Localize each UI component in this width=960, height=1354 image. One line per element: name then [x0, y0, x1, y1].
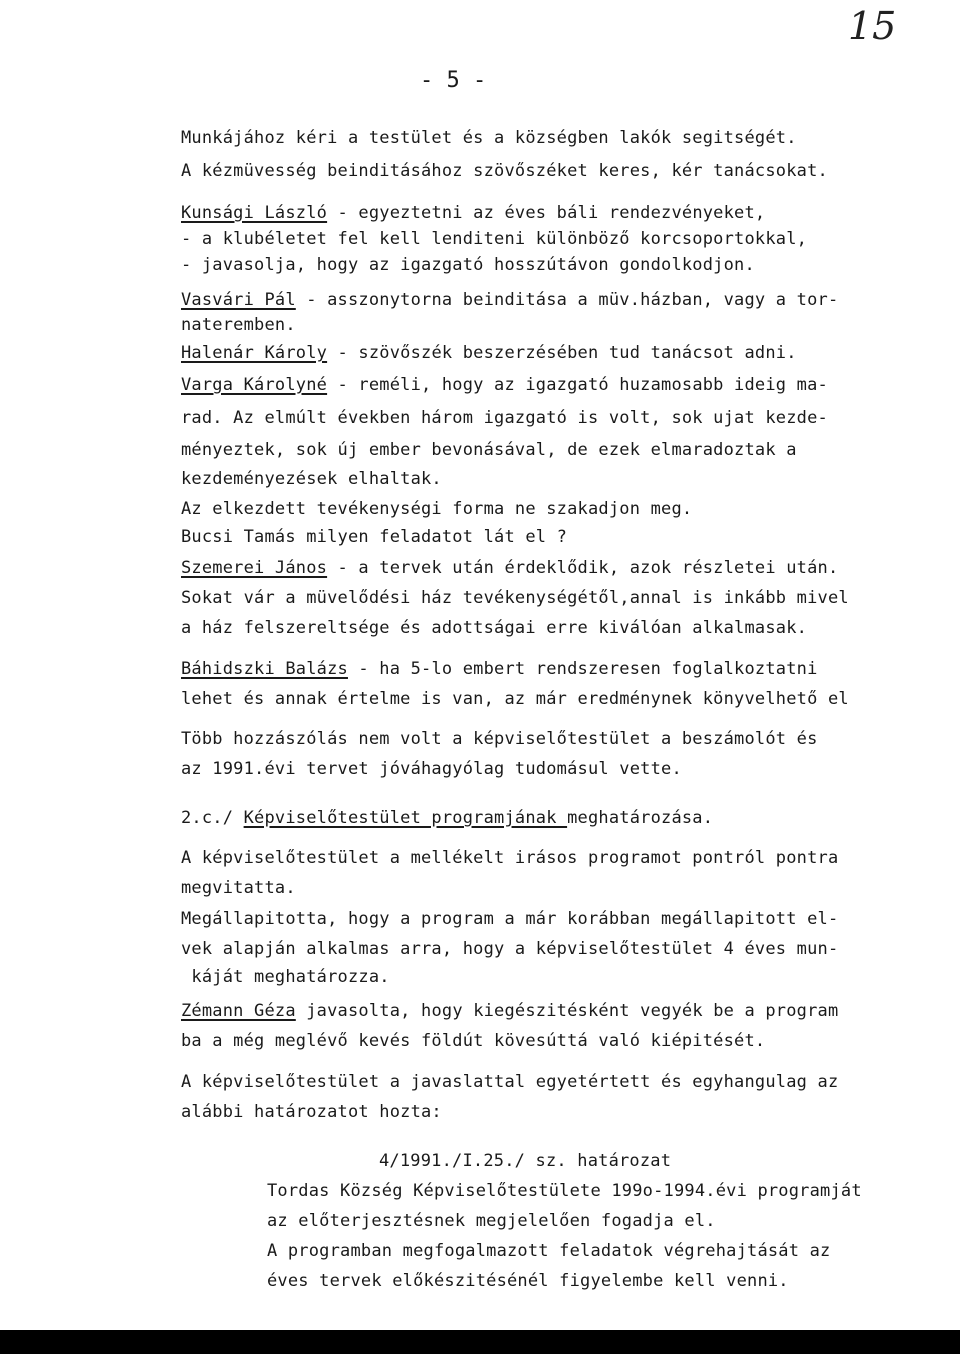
underlined-name: Varga Károlyné — [181, 375, 328, 395]
text-line — [181, 526, 567, 548]
text-line — [181, 728, 818, 750]
text-line — [181, 439, 797, 461]
text-segment: A képviselőtestület a javaslattal egyetértett és egyhangulag az — [181, 1072, 839, 1092]
text-line — [181, 498, 692, 520]
text-segment: A kézmüvesség beinditásához szövőszéket keres, kér tanácsokat. — [181, 161, 828, 181]
text-segment: a ház felszereltsége és adottságai erre kiválóan alkalmasak. — [181, 618, 808, 638]
text-segment: az előterjesztésnek megjelelően fogadja el. — [267, 1211, 716, 1231]
text-line — [181, 557, 838, 579]
handwritten-page-mark: 15 — [848, 4, 897, 48]
text-segment: kezdeményezések elhaltak. — [181, 469, 442, 489]
text-segment: javasolta, hogy kiegészitésként vegyék be a program — [295, 1001, 839, 1021]
text-segment: Bucsi Tamás milyen feladatot lát el ? — [181, 527, 568, 547]
text-line — [181, 1000, 838, 1022]
text-line — [181, 877, 296, 899]
text-line — [181, 1101, 442, 1123]
text-line — [181, 342, 797, 364]
text-segment: Munkájához kéri a testület és a községben lakók segitségét. — [181, 128, 797, 148]
text-segment: megvitatta. — [181, 878, 296, 898]
text-segment: - javasolja, hogy az igazgató hosszútávon gondolkodjon. — [181, 255, 755, 275]
text-line — [181, 587, 849, 609]
text-segment: lehet és annak értelme is van, az már eredménynek könyvelhető el — [181, 689, 849, 709]
text-line — [181, 228, 807, 250]
text-line — [181, 908, 838, 930]
text-segment: 4/1991./I.25./ sz. határozat — [379, 1151, 672, 1171]
underlined-name: Kunsági László — [181, 203, 328, 223]
text-segment: A programban megfogalmazott feladatok végrehajtását az — [267, 1241, 831, 1261]
text-line — [181, 202, 765, 224]
underlined-name: Halenár Károly — [181, 343, 328, 363]
text-line — [181, 617, 807, 639]
page-number: - 5 - — [420, 68, 487, 93]
underlined-name: Zémann Géza — [181, 1001, 296, 1021]
text-segment: ményeztek, sok új ember bevonásával, de ezek elmaradoztak a — [181, 440, 797, 460]
text-line — [181, 847, 838, 869]
text-segment: - ha 5-lo embert rendszeresen foglalkoztatni — [347, 659, 818, 679]
underlined-name: Szemerei János — [181, 558, 328, 578]
text-line — [181, 254, 755, 276]
text-segment: A képviselőtestület a mellékelt irásos programot pontról pontra — [181, 848, 839, 868]
text-line — [181, 1030, 765, 1052]
text-line — [181, 658, 818, 680]
text-segment: vek alapján alkalmas arra, hogy a képviselőtestület 4 éves mun- — [181, 939, 839, 959]
text-segment: Tordas Község Képviselőtestülete 199o-1994.évi programját — [267, 1181, 862, 1201]
text-line — [379, 1150, 671, 1172]
text-line — [181, 314, 296, 336]
text-segment: meghatározása. — [567, 808, 714, 828]
text-segment: Az elkezdett tevékenységi forma ne szakadjon meg. — [181, 499, 693, 519]
text-segment: káját meghatározza. — [181, 967, 390, 987]
text-segment: ba a még meglévő kevés földút kövesúttá való kiépitését. — [181, 1031, 766, 1051]
text-line — [181, 289, 838, 311]
text-segment: rad. Az elmúlt években három igazgató is volt, sok ujat kezde- — [181, 408, 828, 428]
text-segment: - reméli, hogy az igazgató huzamosabb ideig ma- — [327, 375, 828, 395]
text-line — [267, 1240, 830, 1262]
text-line — [181, 807, 713, 829]
text-segment: - asszonytorna beinditása a müv.házban, vagy a tor- — [295, 290, 839, 310]
text-segment: éves tervek előkészitésénél figyelembe kell venni. — [267, 1271, 789, 1291]
text-segment: Több hozzászólás nem volt a képviselőtestület a beszámolót és — [181, 729, 818, 749]
underlined-name: Vasvári Pál — [181, 290, 296, 310]
text-line — [267, 1270, 789, 1292]
underlined-name: Képviselőtestület programjának — [243, 808, 568, 828]
text-line — [181, 127, 797, 149]
text-segment: Sokat vár a müvelődési ház tevékenységétől,annal is inkább mivel — [181, 588, 849, 608]
underlined-name: Báhidszki Balázs — [181, 659, 348, 679]
text-line — [181, 938, 838, 960]
text-line — [181, 966, 390, 988]
text-line — [181, 1071, 838, 1093]
text-segment: - a tervek után érdeklődik, azok részletei után. — [327, 558, 839, 578]
scan-bottom-border — [0, 1330, 960, 1354]
text-line — [181, 758, 682, 780]
text-line — [181, 468, 442, 490]
text-segment: az 1991.évi tervet jóváhagyólag tudomásul vette. — [181, 759, 682, 779]
text-line — [181, 407, 828, 429]
text-segment: - egyeztetni az éves báli rendezvényeket, — [327, 203, 766, 223]
text-line — [181, 688, 849, 710]
text-segment: - a klubéletet fel kell lenditeni különböző korcsoportokkal, — [181, 229, 808, 249]
text-segment: alábbi határozatot hozta: — [181, 1102, 442, 1122]
text-segment: nateremben. — [181, 315, 296, 335]
text-line — [181, 160, 828, 182]
text-segment: Megállapitotta, hogy a program a már korábban megállapitott el- — [181, 909, 839, 929]
text-line — [267, 1210, 716, 1232]
text-line — [181, 374, 828, 396]
text-line — [267, 1180, 862, 1202]
text-segment: - szövőszék beszerzésében tud tanácsot adni. — [327, 343, 797, 363]
text-segment: 2.c./ — [181, 808, 244, 828]
